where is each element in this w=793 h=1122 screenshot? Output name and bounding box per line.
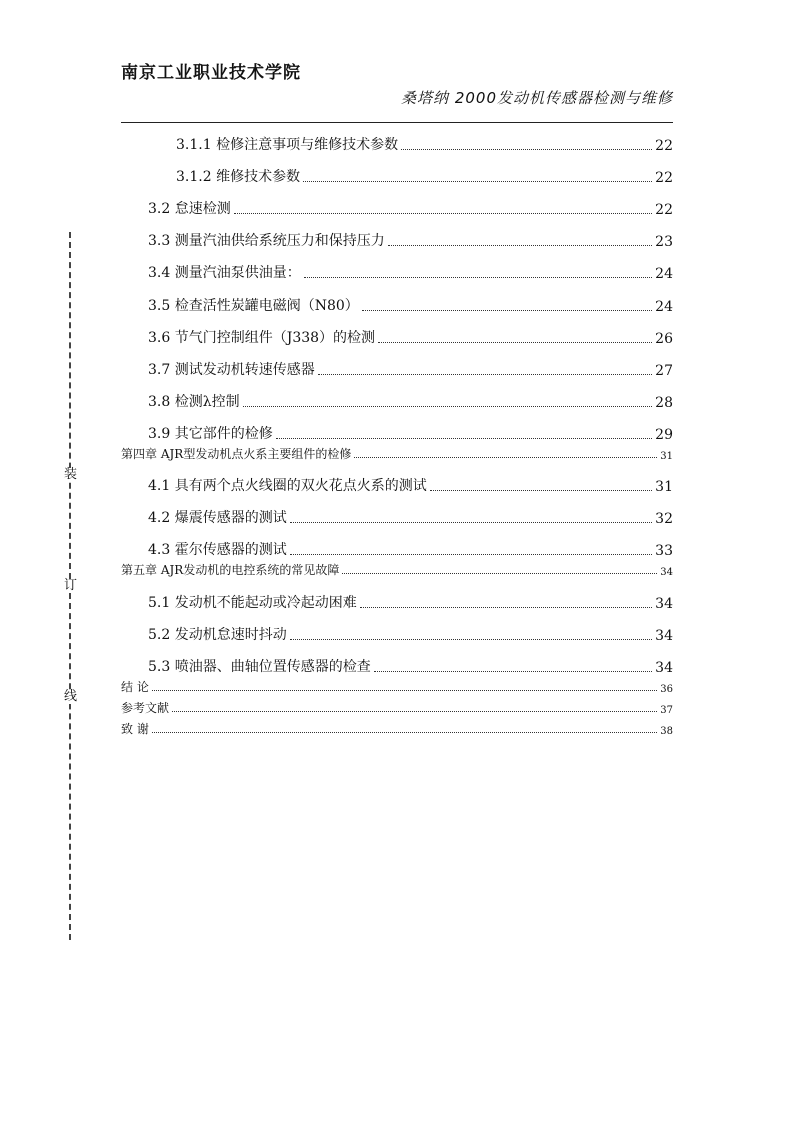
toc-entry-title: 第四章 AJR型发动机点火系主要组件的检修 [121, 447, 352, 461]
toc-entry-title: 3.4 测量汽油泵供油量： [148, 265, 301, 281]
toc-entry-title: 3.1.1 检修注意事项与维修技术参数 [176, 137, 399, 153]
toc-entry[interactable] [148, 393, 673, 411]
toc-dot-leader [152, 690, 657, 691]
toc-page-number: 28 [655, 395, 673, 411]
toc-page-number: 24 [655, 266, 673, 282]
toc-entry-title: 参考文献 [121, 701, 170, 715]
toc-page-number: 27 [655, 363, 673, 379]
toc-entry[interactable] [121, 701, 673, 716]
toc-entry-title: 第五章 AJR发动机的电控系统的常见故障 [121, 563, 340, 577]
toc-dot-leader [318, 374, 652, 375]
toc-entry[interactable] [121, 447, 673, 462]
toc-entry[interactable] [176, 136, 673, 154]
toc-entry-title: 4.3 霍尔传感器的测试 [148, 542, 287, 558]
toc-entry[interactable] [148, 477, 673, 495]
toc-page-number: 32 [655, 511, 673, 527]
toc-page-number: 22 [655, 170, 673, 186]
toc-entry-title: 4.2 爆震传感器的测试 [148, 510, 287, 526]
toc-entry[interactable] [148, 200, 673, 218]
toc-dot-leader [276, 438, 652, 439]
toc-dot-leader [374, 671, 652, 672]
toc-dot-leader [304, 277, 652, 278]
toc-page-number: 37 [660, 705, 673, 716]
toc-entry-title: 3.8 检测λ控制 [148, 394, 240, 410]
toc-entry[interactable] [148, 232, 673, 250]
toc-entry[interactable] [148, 425, 673, 443]
toc-entry-title: 3.1.2 维修技术参数 [176, 169, 301, 185]
toc-dot-leader [360, 607, 652, 608]
toc-entry-title: 致 谢 [121, 722, 149, 736]
toc-entry-title: 3.5 检查活性炭罐电磁阀（N80） [148, 298, 359, 314]
toc-dot-leader [234, 213, 652, 214]
toc-dot-leader [401, 149, 652, 150]
toc-page-number: 34 [655, 628, 673, 644]
toc-page-number: 26 [655, 331, 673, 347]
toc-entry-title: 结 论 [121, 680, 149, 694]
header-rule [121, 122, 673, 123]
binding-char-zhuang: 装 [64, 467, 78, 482]
toc-entry[interactable] [148, 264, 673, 282]
toc-dot-leader [303, 181, 652, 182]
toc-dot-leader [354, 457, 657, 458]
toc-page-number: 31 [660, 451, 673, 462]
toc-entry[interactable] [148, 509, 673, 527]
toc-entry[interactable] [148, 541, 673, 559]
toc-page-number: 22 [655, 202, 673, 218]
toc-page-number: 34 [655, 596, 673, 612]
toc-page-number: 23 [655, 234, 673, 250]
toc-page-number: 36 [660, 684, 673, 695]
toc-entry-title: 3.2 怠速检测 [148, 201, 231, 217]
document-title: 桑塔纳 2000发动机传感器检测与维修 [401, 89, 673, 107]
toc-entry[interactable] [148, 594, 673, 612]
toc-entry[interactable] [176, 168, 673, 186]
toc-page-number: 33 [655, 543, 673, 559]
toc-dot-leader [342, 573, 657, 574]
toc-dot-leader [152, 732, 657, 733]
toc-entry[interactable] [148, 329, 673, 347]
toc-page-number: 31 [655, 479, 673, 495]
toc-page-number: 24 [655, 299, 673, 315]
toc-dot-leader [243, 406, 653, 407]
toc-entry[interactable] [148, 361, 673, 379]
school-name: 南京工业职业技术学院 [121, 63, 301, 83]
toc-entry[interactable] [148, 626, 673, 644]
toc-entry-title: 5.2 发动机怠速时抖动 [148, 627, 287, 643]
toc-entry[interactable] [121, 722, 673, 737]
toc-entry[interactable] [121, 680, 673, 695]
toc-page-number: 34 [655, 660, 673, 676]
toc-page-number: 34 [660, 567, 673, 578]
toc-dot-leader [388, 245, 652, 246]
toc-dot-leader [362, 310, 652, 311]
toc-page-number: 38 [660, 726, 673, 737]
toc-dot-leader [290, 522, 652, 523]
toc-dot-leader [290, 639, 652, 640]
toc-entry-title: 3.6 节气门控制组件（J338）的检测 [148, 330, 376, 346]
toc-dot-leader [378, 342, 652, 343]
toc-entry-title: 5.3 喷油器、曲轴位置传感器的检查 [148, 659, 371, 675]
toc-dot-leader [172, 711, 657, 712]
toc-dot-leader [290, 554, 652, 555]
toc-entry-title: 5.1 发动机不能起动或冷起动困难 [148, 595, 357, 611]
toc-entry[interactable] [121, 563, 673, 578]
toc-dot-leader [430, 490, 652, 491]
binding-char-ding: 订 [64, 578, 78, 593]
binding-margin-line [64, 232, 78, 940]
toc-page-number: 29 [655, 427, 673, 443]
toc-page-number: 22 [655, 138, 673, 154]
toc-entry-title: 3.9 其它部件的检修 [148, 426, 273, 442]
toc-entry-title: 4.1 具有两个点火线圈的双火花点火系的测试 [148, 478, 427, 494]
toc-entry-title: 3.3 测量汽油供给系统压力和保持压力 [148, 233, 385, 249]
toc-entry[interactable] [148, 658, 673, 676]
binding-char-xian: 线 [64, 689, 78, 704]
toc-entry[interactable] [148, 297, 673, 315]
toc-entry-title: 3.7 测试发动机转速传感器 [148, 362, 315, 378]
